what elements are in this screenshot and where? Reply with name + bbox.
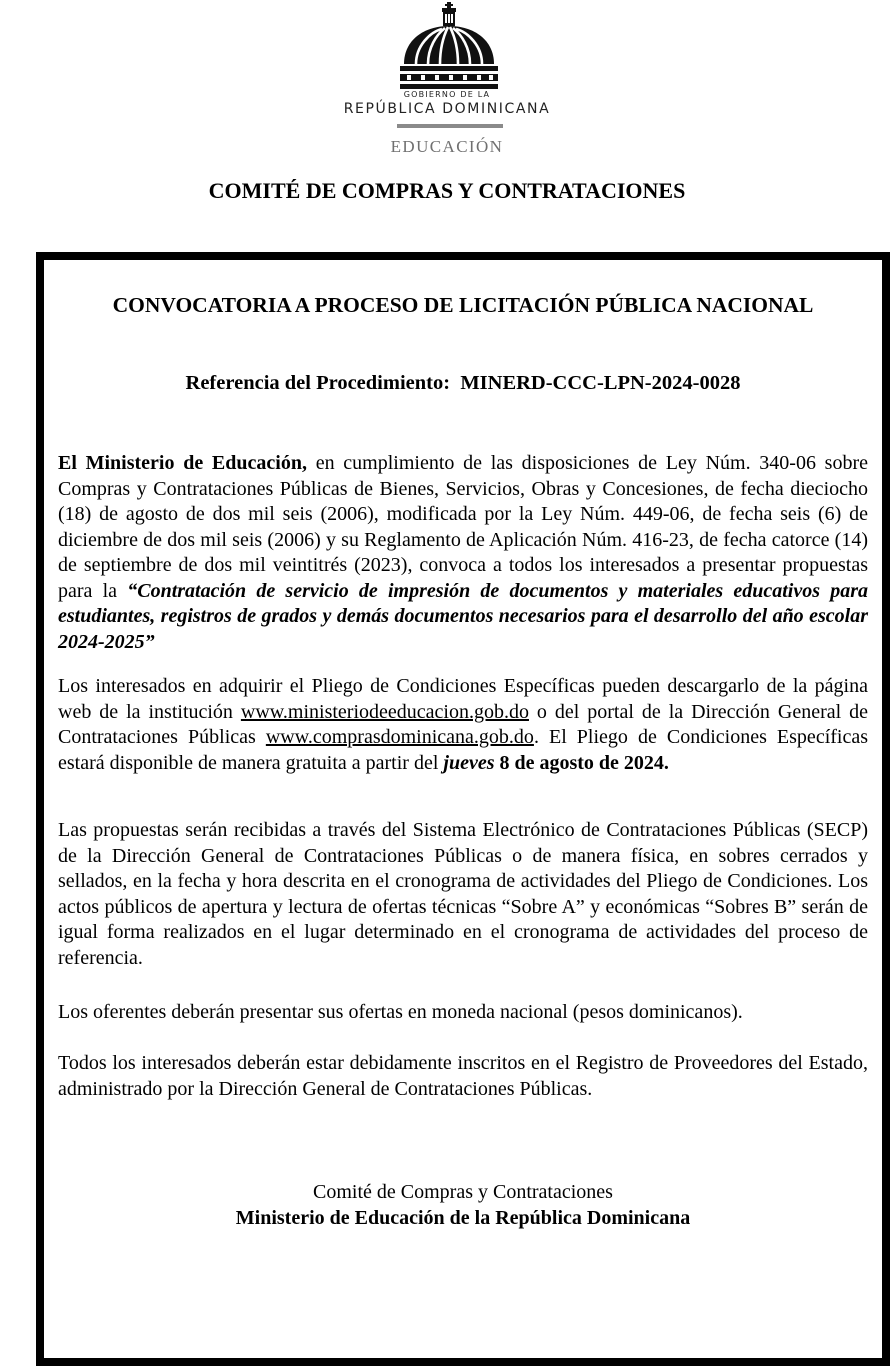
paragraph-convocation — [58, 451, 868, 655]
compras-portal-link[interactable]: www.comprasdominicana.gob.do — [265, 726, 534, 748]
availability-date: 8 de agosto de 2024. — [494, 751, 669, 774]
paragraph-supplier-registry: Todos los interesados deberán estar debidamente inscritos en el Registro de Proveedores del Estado, administrado por la Dirección General de Contrataciones Públicas. — [58, 1052, 868, 1100]
reference-label: Referencia del Procedimiento: — [185, 372, 451, 394]
paragraph-currency: Los oferentes deberán presentar sus ofertas en moneda nacional (pesos dominicanos). — [58, 1001, 743, 1023]
ministry-website-link[interactable]: www.ministeriodeeducacion.gob.do — [240, 700, 529, 723]
procedure-reference — [36, 372, 890, 395]
paragraph-proposal-reception: Las propuestas serán recibidas a través del Sistema Electrónico de Contrataciones Públicas (SECP) de la Dirección General de Contrataciones Públicas o de manera física, en sobres cerrados y sellados, en la fecha y hora descrita en el cronograma de actividades del Pliego de Condiciones. Los actos públicos de apertura y lectura de ofertas técnicas “Sobre A” y económicas “Sobres B” serán de igual forma realizados en el lugar determinado en el cronograma de actividades del proceso de referencia. — [58, 819, 868, 969]
logo-divider — [397, 124, 503, 128]
signature-ministry: Ministerio de Educación de la República Dominicana — [235, 1207, 691, 1229]
logo-text-republic: REPÚBLICA DOMINICANA — [343, 101, 551, 117]
bidding-docs-text-a: Los interesados en adquirir el Pliego de Condiciones Específicas pueden descargarlo de la página web de la institución — [58, 675, 868, 723]
contract-object: “Contratación de servicio de impresión de documentos y materiales educativos para estudiantes, registros de grados y demás documentos necesarios para el desarrollo del año escolar 2024-2025” — [58, 579, 868, 653]
reference-code: MINERD-CCC-LPN-2024-0028 — [460, 372, 741, 394]
dome-emblem-icon — [392, 2, 506, 94]
committee-heading: COMITÉ DE COMPRAS Y CONTRATACIONES — [208, 178, 686, 203]
bidding-docs-text-c: . El Pliego de Condiciones Específicas estará disponible de manera gratuita a partir del — [58, 726, 869, 774]
logo-text-government: GOBIERNO DE LA — [403, 90, 491, 99]
bidding-docs-text-b: o del portal de la Dirección General de Contrataciones Públicas — [58, 700, 868, 748]
ministry-logo — [0, 0, 894, 165]
notice-title: CONVOCATORIA A PROCESO DE LICITACIÓN PÚBLICA NACIONAL — [112, 293, 814, 317]
signature-committee: Comité de Compras y Contrataciones — [313, 1181, 613, 1203]
ministry-name-lead: El Ministerio de Educación, — [58, 452, 307, 474]
convocation-body: en cumplimiento de las disposiciones de Ley Núm. 340-06 sobre Compras y Contrataciones Públicas de Bienes, Servicios, Obras y Concesiones, de fecha dieciocho (18) de agosto de dos mil seis (2006), modificada por la Ley Núm. 449-06, de fecha seis (6) de diciembre de dos mil seis (2006) y su Reglamento de Aplicación Núm. 416-23, de fecha catorce (14) de septiembre de dos mil veintitrés (2023), convoca a todos los interesados a presentar propuestas para la — [58, 452, 868, 602]
availability-weekday: jueves — [443, 751, 495, 774]
logo-text-education: EDUCACIÓN — [390, 137, 504, 156]
paragraph-bidding-docs — [58, 674, 868, 776]
